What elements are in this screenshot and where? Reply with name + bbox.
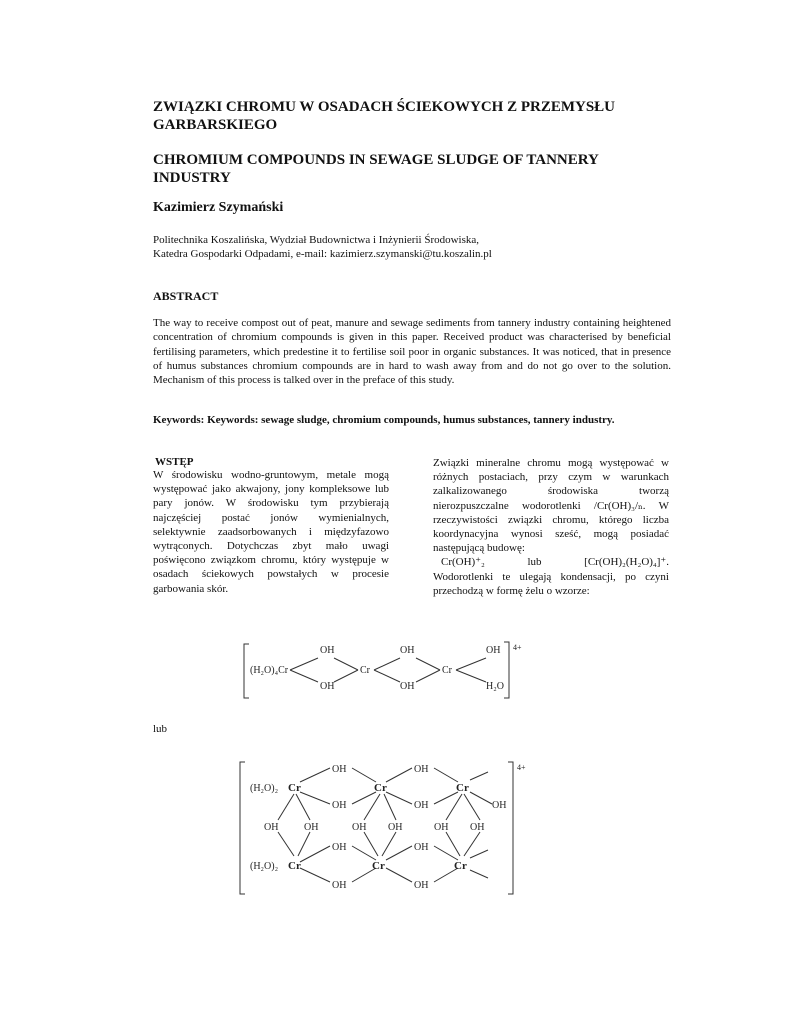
structure-2-oh: OH xyxy=(414,880,429,891)
lub-label: lub xyxy=(153,723,168,735)
left-column xyxy=(153,456,389,596)
keywords: Keywords: Keywords: sewage sludge, chromium compounds, humus substances, tannery industry. xyxy=(153,414,615,426)
structure-2-oh: OH xyxy=(332,880,347,891)
affiliation-line2: Katedra Gospodarki Odpadami, e-mail: kazimierz.szymanski@tu.koszalin.pl xyxy=(153,248,492,260)
structure-2-h2o: (H₂O)₂ xyxy=(250,783,279,794)
structure-1-oh: OH xyxy=(486,645,501,656)
structure-1-oh: OH xyxy=(320,645,335,656)
structure-2 xyxy=(236,758,536,898)
section-heading: WSTĘP xyxy=(155,456,194,468)
structure-2-cr: Cr xyxy=(456,782,469,794)
structure-2-diagram xyxy=(236,758,536,898)
structure-2-oh: OH xyxy=(414,800,429,811)
title-english-line2: INDUSTRY xyxy=(153,170,231,186)
structure-2-cr: Cr xyxy=(372,860,385,872)
right-column-p1: Związki mineralne chromu mogą występować w różnych postaciach, przy czym w warunkach zalkalizowanego środowiska tworzą nierozpuszczalne wodorotlenki /Cr(OH)₃/ₙ. W rzeczywistości związki chromu, którego liczba koordynacyjna wynosi sześć, mogą posiadać następującą budowę: xyxy=(433,457,669,555)
structure-1-oh: OH xyxy=(400,645,415,656)
structure-2-oh: OH xyxy=(264,822,279,833)
structure-1-oh: OH xyxy=(400,681,415,692)
structure-2-oh: OH xyxy=(470,822,485,833)
structure-2-oh: OH xyxy=(388,822,403,833)
formula-or: lub xyxy=(527,556,542,569)
structure-2-oh: OH xyxy=(414,842,429,853)
title-polish xyxy=(153,98,615,134)
structure-1 xyxy=(240,638,540,702)
formula-line xyxy=(433,555,669,569)
formula-a: Cr(OH)⁺₂ xyxy=(441,556,485,569)
structure-2-oh: OH xyxy=(332,842,347,853)
structure-1-oh: OH xyxy=(320,681,335,692)
structure-2-oh: OH xyxy=(352,822,367,833)
structure-2-charge: 4+ xyxy=(517,763,526,772)
affiliation xyxy=(153,233,492,261)
structure-2-oh: OH xyxy=(332,764,347,775)
structure-2-oh: OH xyxy=(492,800,507,811)
structure-2-cr: Cr xyxy=(288,782,301,794)
structure-2-oh: OH xyxy=(304,822,319,833)
title-english-line1: CHROMIUM COMPOUNDS IN SEWAGE SLUDGE OF TANNERY xyxy=(153,152,599,168)
structure-2-oh: OH xyxy=(414,764,429,775)
title-english xyxy=(153,151,599,187)
title-polish-line2: GARBARSKIEGO xyxy=(153,117,278,133)
structure-1-h2o: H₂O xyxy=(486,681,504,692)
title-polish-line1: ZWIĄZKI CHROMU W OSADACH ŚCIEKOWYCH Z PRZEMYSŁU xyxy=(153,99,616,115)
structure-2-cr: Cr xyxy=(288,860,301,872)
structure-1-charge: 4+ xyxy=(513,643,522,652)
structure-2-cr: Cr xyxy=(374,782,387,794)
author-name: Kazimierz Szymański xyxy=(153,200,284,215)
structure-1-diagram xyxy=(240,638,540,702)
structure-1-left-group: (H₂O)₄Cr xyxy=(250,665,289,676)
structure-1-cr: Cr xyxy=(360,665,370,676)
abstract-text: The way to receive compost out of peat, manure and sewage sediments from tannery industry containing heightened concentration of chromium compounds is given in this paper. Received product was characterised by beneficial fertilising parameters, which predestine it to fertilise soil poor in organic substances. It was noticed, that in presence of humus substances chromium compounds are in hard to wash away from and do not go over to the solution. Mechanism of this process is talked over in the preface of this study. xyxy=(153,317,671,387)
right-column-p2: Wodorotlenki te ulegają kondensacji, po czyni przechodzą w formę żelu o wzorze: xyxy=(433,570,669,597)
affiliation-line1: Politechnika Koszalińska, Wydział Budownictwa i Inżynierii Środowiska, xyxy=(153,234,480,246)
left-column-text: W środowisku wodno-gruntowym, metale mogą występować jako akwajony, jony kompleksowe lub pary jonów. W środowisku tym przybierają najczęściej postać jonów wymienialnych, selektywnie zaadsorbowanych i międzyfazowo wytrąconych. Dotychczas zbyt mało uwagi poświęcono związkom chromu, który występuje w osadach ściekowych powstałych w procesie garbowania skór. xyxy=(153,469,389,595)
structure-2-oh: OH xyxy=(332,800,347,811)
structure-2-h2o: (H₂O)₂ xyxy=(250,861,279,872)
abstract-heading: ABSTRACT xyxy=(153,289,219,303)
right-column xyxy=(433,456,669,598)
formula-b: [Cr(OH)₂(H₂O)₄]⁺. xyxy=(584,556,669,569)
structure-2-oh: OH xyxy=(434,822,449,833)
structure-2-cr: Cr xyxy=(454,860,467,872)
structure-1-cr: Cr xyxy=(442,665,452,676)
